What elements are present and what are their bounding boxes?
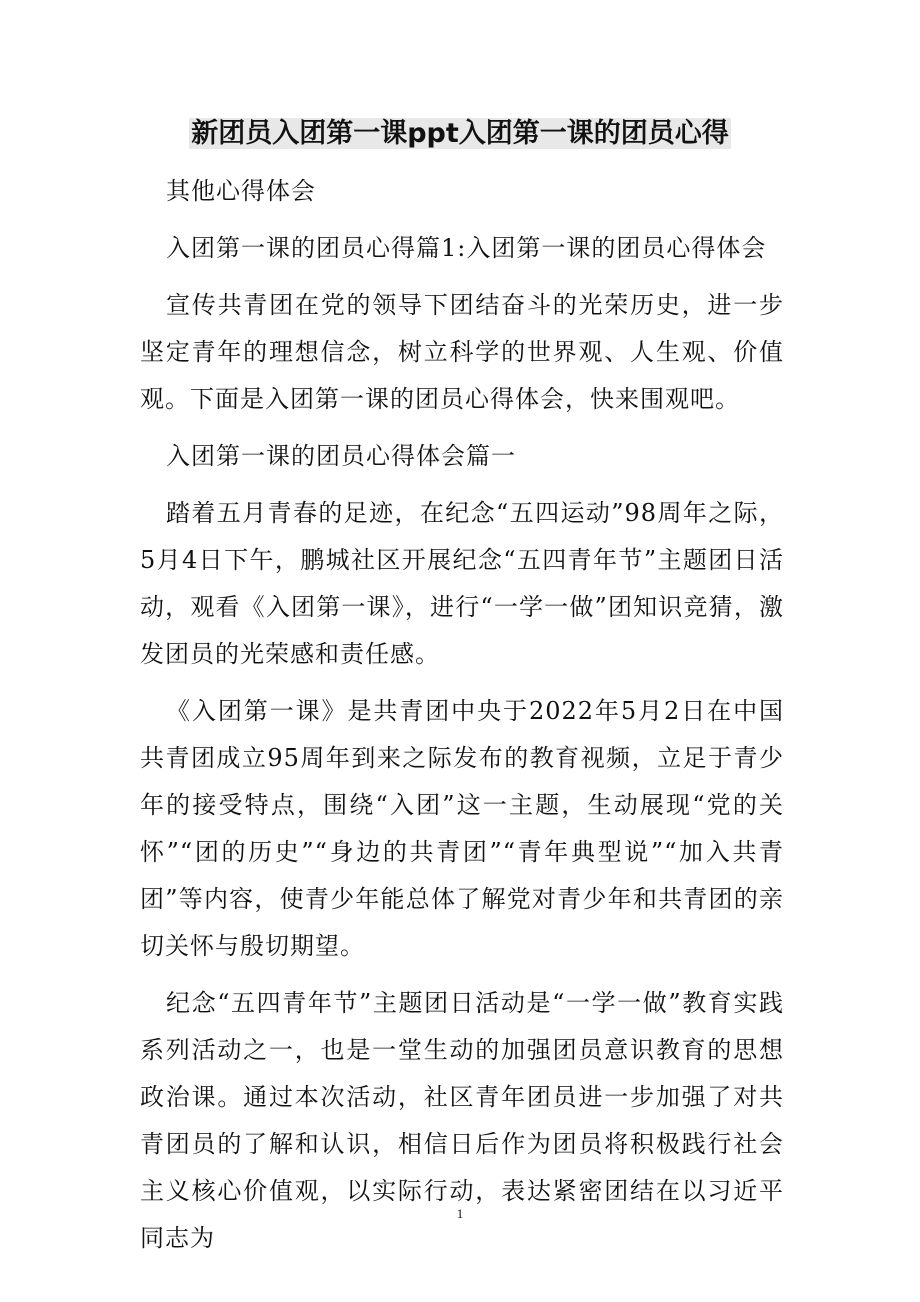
paragraph: 《入团第一课》是共青团中央于2022年5月2日在中国共青团成立95周年到来之际发布的教育视频，立足于青少年的接受特点，围绕“入团”这一主题，生动展现“党的关怀”“团的历史”“身边的共青团”“青年典型说”“加入共青团”等内容，使青少年能总体了解党对青少年和共青团的亲切关怀与殷切期望。 <box>140 697 784 960</box>
paragraph: 入团第一课的团员心得篇1:入团第一课的团员心得体会 <box>166 234 767 262</box>
paragraph: 入团第一课的团员心得体会篇一 <box>166 442 516 470</box>
document-body <box>140 168 784 1272</box>
paragraph: 踏着五月青春的足迹，在纪念“五四运动”98周年之际，5月4日下午，鹏城社区开展纪念“五四青年节”主题团日活动，观看《入团第一课》，进行“一学一做”团知识竞猜，激发团员的光荣感和责任感。 <box>140 499 784 668</box>
document-title <box>0 114 920 154</box>
paragraph: 宣传共青团在党的领导下团结奋斗的光荣历史，进一步坚定青年的理想信念，树立科学的世界观、人生观、价值观。下面是入团第一课的团员心得体会，快来围观吧。 <box>140 291 784 413</box>
paragraph: 纪念“五四青年节”主题团日活动是“一学一做”教育实践系列活动之一，也是一堂生动的加强团员意识教育的思想政治课。通过本次活动，社区青年团员进一步加强了对共青团员的了解和认识，相信日后作为团员将积极践行社会主义核心价值观，以实际行动，表达紧密团结在以习近平同志为 <box>140 989 784 1252</box>
page-number: 1 <box>456 1206 464 1221</box>
paragraph: 其他心得体会 <box>166 177 316 205</box>
document-title-text: 新团员入团第一课ppt入团第一课的团员心得 <box>191 118 729 149</box>
